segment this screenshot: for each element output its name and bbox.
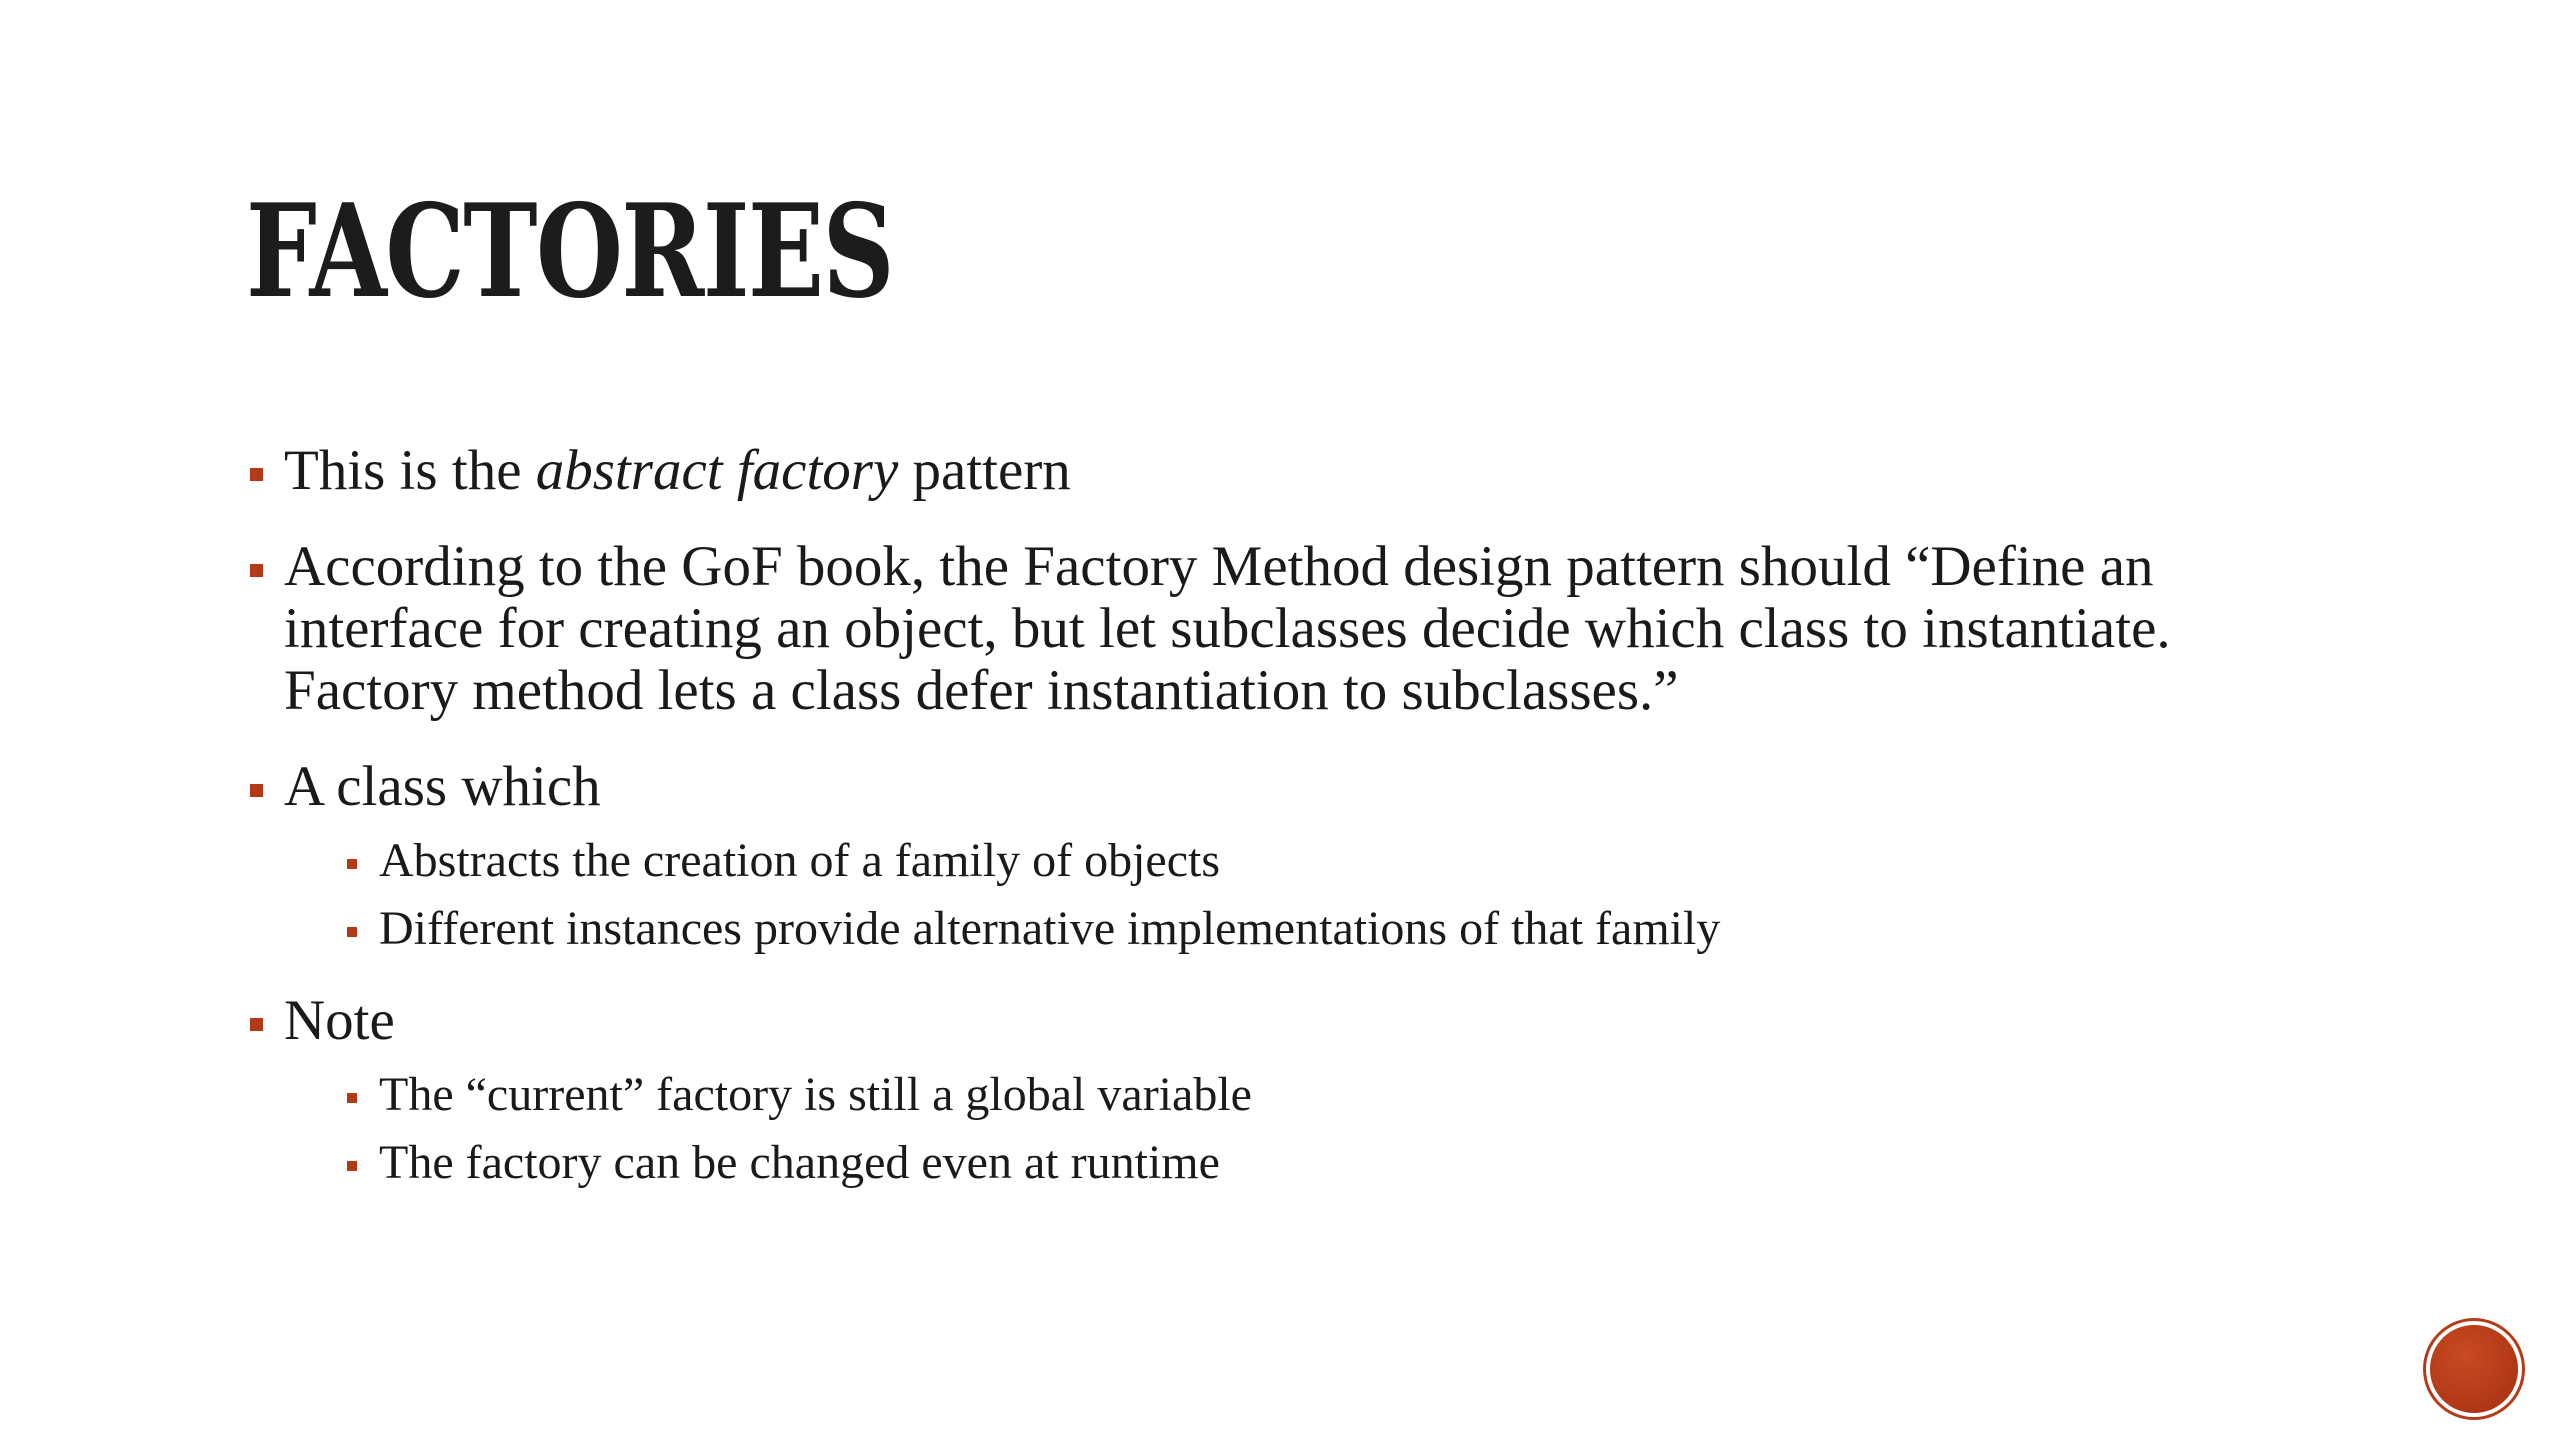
bullet-text-before: This is the (284, 439, 536, 502)
square-bullet-icon (250, 564, 263, 577)
sub-bullet (284, 1136, 2346, 1190)
sub-bullet (284, 902, 2346, 956)
sub-bullet-text: Different instances provide alternative implementations of that family (379, 902, 1721, 955)
sub-bullet-text: The factory can be changed even at runtime (379, 1136, 1220, 1189)
sub-bullet-text: The “current” factory is still a global variable (379, 1068, 1252, 1121)
sub-bullet (284, 1068, 2346, 1122)
sub-bullet-text: Abstracts the creation of a family of objects (379, 834, 1221, 887)
sub-bullet-list (284, 1068, 2346, 1190)
square-bullet-icon (347, 859, 357, 869)
bullet-text-emphasis: abstract factory (535, 439, 899, 502)
bullet-text: Note (284, 989, 395, 1052)
square-bullet-icon (250, 1018, 263, 1031)
sub-bullet-list (284, 834, 2346, 956)
slide-number-badge-icon (2430, 1325, 2518, 1413)
sub-bullet (284, 834, 2346, 888)
square-bullet-icon (347, 927, 357, 937)
bullet-abstract-factory (246, 440, 2346, 502)
bullet-text: A class which (284, 755, 601, 818)
square-bullet-icon (347, 1093, 357, 1103)
bullet-note (246, 990, 2346, 1190)
square-bullet-icon (347, 1161, 357, 1171)
slide-title: FACTORIES (246, 177, 894, 327)
bullet-a-class-which (246, 756, 2346, 956)
square-bullet-icon (250, 468, 263, 481)
bullet-gof-quote (246, 536, 2346, 722)
bullet-text: According to the GoF book, the Factory Method design pattern should “Define an interface for creating an object, but let subclasses decide which class to instantiate. Factory method lets a class defer instantiation to subclasses.” (284, 535, 2171, 722)
square-bullet-icon (250, 784, 263, 797)
bullet-list (246, 440, 2346, 1224)
bullet-text-after: pattern (898, 439, 1071, 502)
